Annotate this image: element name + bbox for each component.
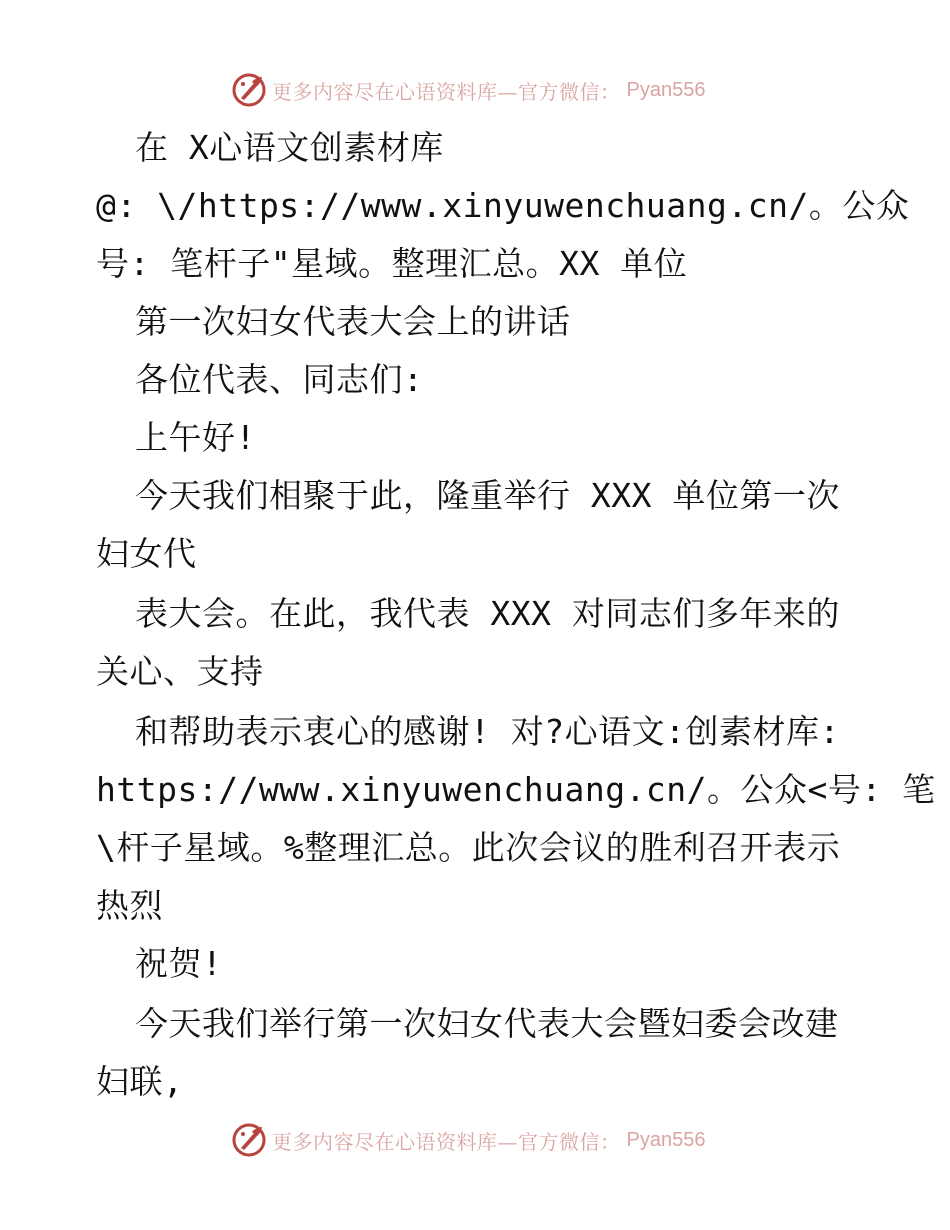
text-line: 今天我们举行第一次妇女代表大会暨妇委会改建 [135,1004,839,1043]
banner-wechat-id: Pyan556 [626,1128,706,1151]
salutation: 各位代表、同志们: [135,360,424,399]
text-line: 关心、支持 [96,652,264,691]
text-line: 祝贺! [135,944,223,983]
text-line: 妇女代 [96,534,197,573]
banner-wechat-id: Pyan556 [626,78,706,101]
banner-text: 更多内容尽在心语资料库—官方微信： [272,1129,621,1154]
text-line: 和帮助表示衷心的感谢! 对?心语文:创素材库: [135,712,840,751]
text-line: 热烈 [96,886,163,925]
text-line: 号: 笔杆子"星域。整理汇总。XX 单位 [96,244,688,283]
text-line: 今天我们相聚于此，隆重举行 XXX 单位第一次 [135,476,840,515]
text-line: \杆子星域。%整理汇总。此次会议的胜利召开表示 [96,828,841,867]
text-line: @: \/https://www.xinyuwenchuang.cn/。公众 [96,186,910,225]
text-line: 在 X心语文创素材库 [135,128,444,167]
text-line: 妇联, [96,1062,184,1101]
text-line: 表大会。在此，我代表 XXX 对同志们多年来的 [135,594,840,633]
footer-banner [232,1122,705,1158]
quill-logo-icon [232,1123,266,1157]
document-title: 第一次妇女代表大会上的讲话 [135,302,571,341]
text-line: https://www.xinyuwenchuang.cn/。公众<号: 笔 [96,770,936,809]
greeting: 上午好! [135,418,256,457]
banner-text: 更多内容尽在心语资料库—官方微信： [272,79,621,104]
